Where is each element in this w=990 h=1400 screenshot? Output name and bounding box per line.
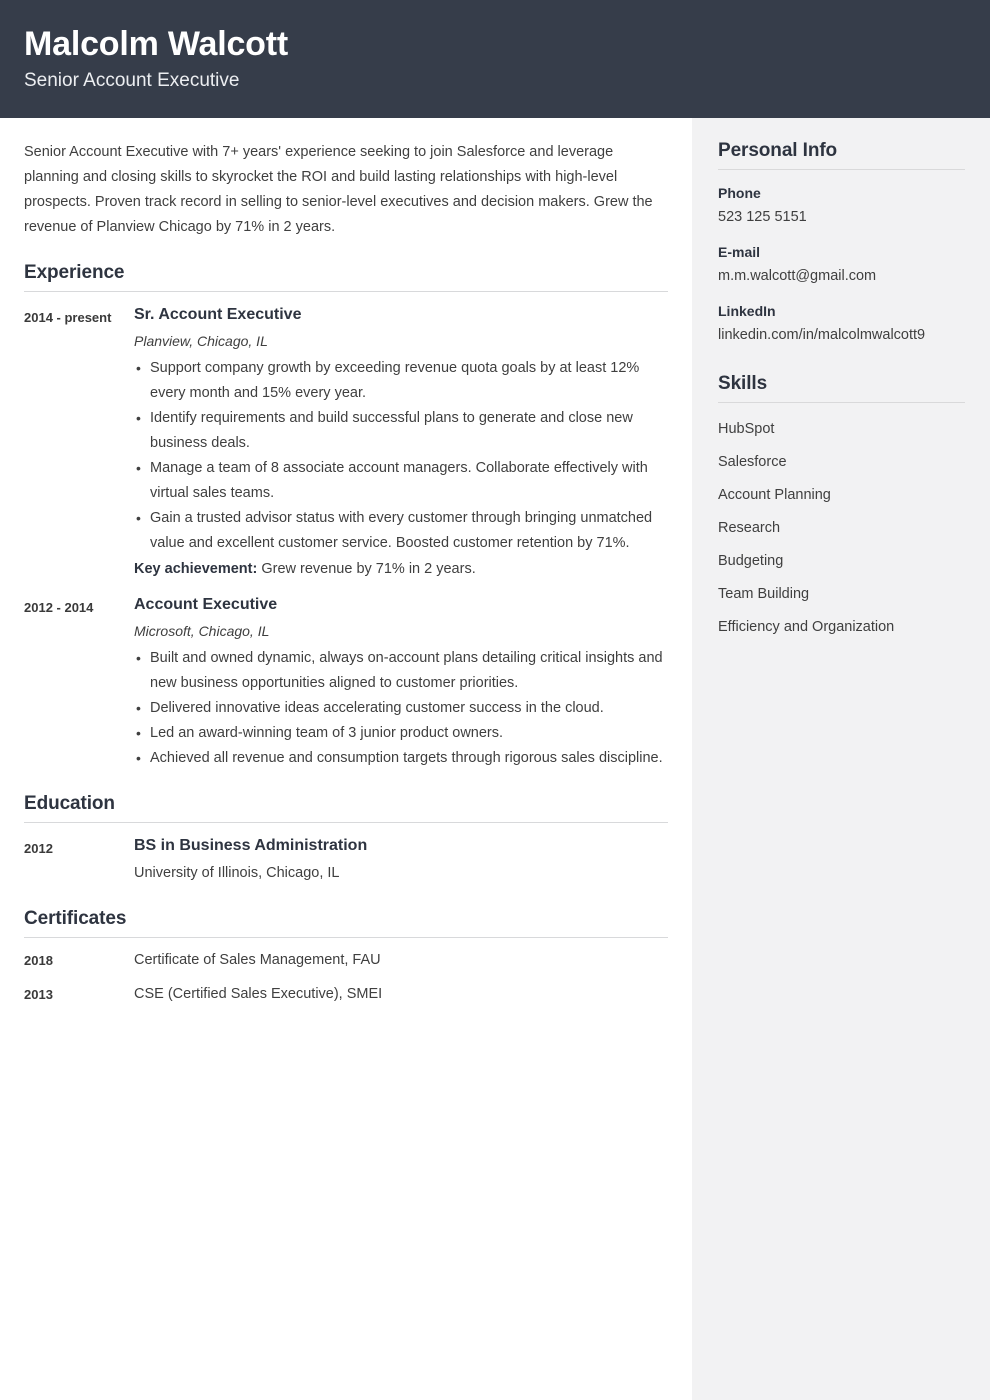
experience-entry [24, 292, 668, 582]
entry-date: 2012 - 2014 [24, 600, 94, 615]
section-certificates [24, 908, 668, 1006]
entry-job-title: Sr. Account Executive [134, 306, 302, 323]
entry-body [134, 835, 668, 886]
sidebar-heading-personal-info: Personal Info [718, 140, 965, 170]
entry-bullet-list [134, 356, 668, 556]
sidebar-heading-skills: Skills [718, 373, 965, 403]
info-label: LinkedIn [718, 303, 776, 319]
info-value-email[interactable]: m.m.walcott@gmail.com [718, 268, 877, 284]
info-block-phone [718, 183, 965, 229]
info-block-email [718, 242, 965, 288]
list-item: Efficiency and Organization [718, 619, 895, 635]
sidebar-section-skills [718, 373, 965, 644]
entry-bullet-list [134, 646, 668, 771]
skills-list [718, 413, 965, 644]
list-item: • Delivered innovative ideas accelerating customer success in the cloud. [134, 696, 668, 721]
key-achievement-label: Key achievement: [134, 561, 258, 577]
key-achievement-text: Grew revenue by 71% in 2 years. [261, 561, 476, 577]
list-item: • Support company growth by exceeding revenue quota goals by at least 12% every month and 15% every year. [134, 356, 668, 406]
entry-school: University of Illinois, Chicago, IL [134, 865, 340, 881]
main-column [0, 118, 692, 1400]
entry-body [134, 304, 668, 582]
sidebar [692, 118, 990, 1400]
resume-body [0, 118, 990, 1400]
list-item: • Achieved all revenue and consumption targets through rigorous sales discipline. [134, 746, 668, 771]
experience-entry [24, 582, 668, 771]
resume-header [0, 0, 990, 118]
section-heading-education: Education [24, 793, 668, 823]
list-item: Budgeting [718, 553, 784, 569]
list-item: • Identify requirements and build successful plans to generate and close new business deals. [134, 406, 668, 456]
entry-date: 2014 - present [24, 310, 112, 325]
info-block-linkedin [718, 301, 965, 347]
education-entry [24, 823, 668, 886]
certificate-entry [24, 938, 668, 972]
candidate-name: Malcolm Walcott [24, 25, 288, 63]
entry-degree: BS in Business Administration [134, 837, 368, 854]
info-label: Phone [718, 185, 761, 201]
entry-body [134, 594, 668, 771]
entry-company: Planview, Chicago, IL [134, 333, 268, 349]
list-item: • Gain a trusted advisor status with every customer through bringing unmatched value and excellent customer service. Boosted customer retention by 71%. [134, 506, 668, 556]
candidate-job-title: Senior Account Executive [24, 70, 240, 91]
list-item: • Built and owned dynamic, always on-account plans detailing critical insights and new business opportunities aligned to customer priorities. [134, 646, 668, 696]
info-value-linkedin[interactable]: linkedin.com/in/malcolmwalcott9 [718, 327, 926, 343]
list-item: HubSpot [718, 421, 775, 437]
section-heading-experience: Experience [24, 262, 668, 292]
entry-date: 2018 [24, 953, 53, 968]
entry-date: 2012 [24, 841, 53, 856]
list-item: • Manage a team of 8 associate account managers. Collaborate effectively with virtual sales teams. [134, 456, 668, 506]
certificate-entry [24, 972, 668, 1006]
list-item: Account Planning [718, 487, 831, 503]
info-value-phone: 523 125 5151 [718, 209, 807, 225]
list-item: • Led an award-winning team of 3 junior product owners. [134, 721, 668, 746]
section-experience [24, 262, 668, 771]
entry-job-title: Account Executive [134, 596, 278, 613]
summary-paragraph: Senior Account Executive with 7+ years' experience seeking to join Salesforce and leverage planning and closing skills to skyrocket the ROI and build lasting relationships with high-level prospects. Proven track record in selling to senior-level executives and decision makers. Grew the revenue of Planview Chicago by 71% in 2 years. [24, 144, 653, 235]
section-education [24, 793, 668, 886]
list-item: Salesforce [718, 454, 787, 470]
list-item: Team Building [718, 586, 810, 602]
sidebar-section-personal-info [718, 140, 965, 347]
info-label: E-mail [718, 244, 761, 260]
certificate-text: Certificate of Sales Management, FAU [134, 952, 381, 968]
entry-date: 2013 [24, 987, 53, 1002]
entry-company: Microsoft, Chicago, IL [134, 623, 270, 639]
list-item: Research [718, 520, 781, 536]
entry-key-achievement [134, 557, 668, 582]
section-heading-certificates: Certificates [24, 908, 668, 938]
certificate-text: CSE (Certified Sales Executive), SMEI [134, 986, 383, 1002]
